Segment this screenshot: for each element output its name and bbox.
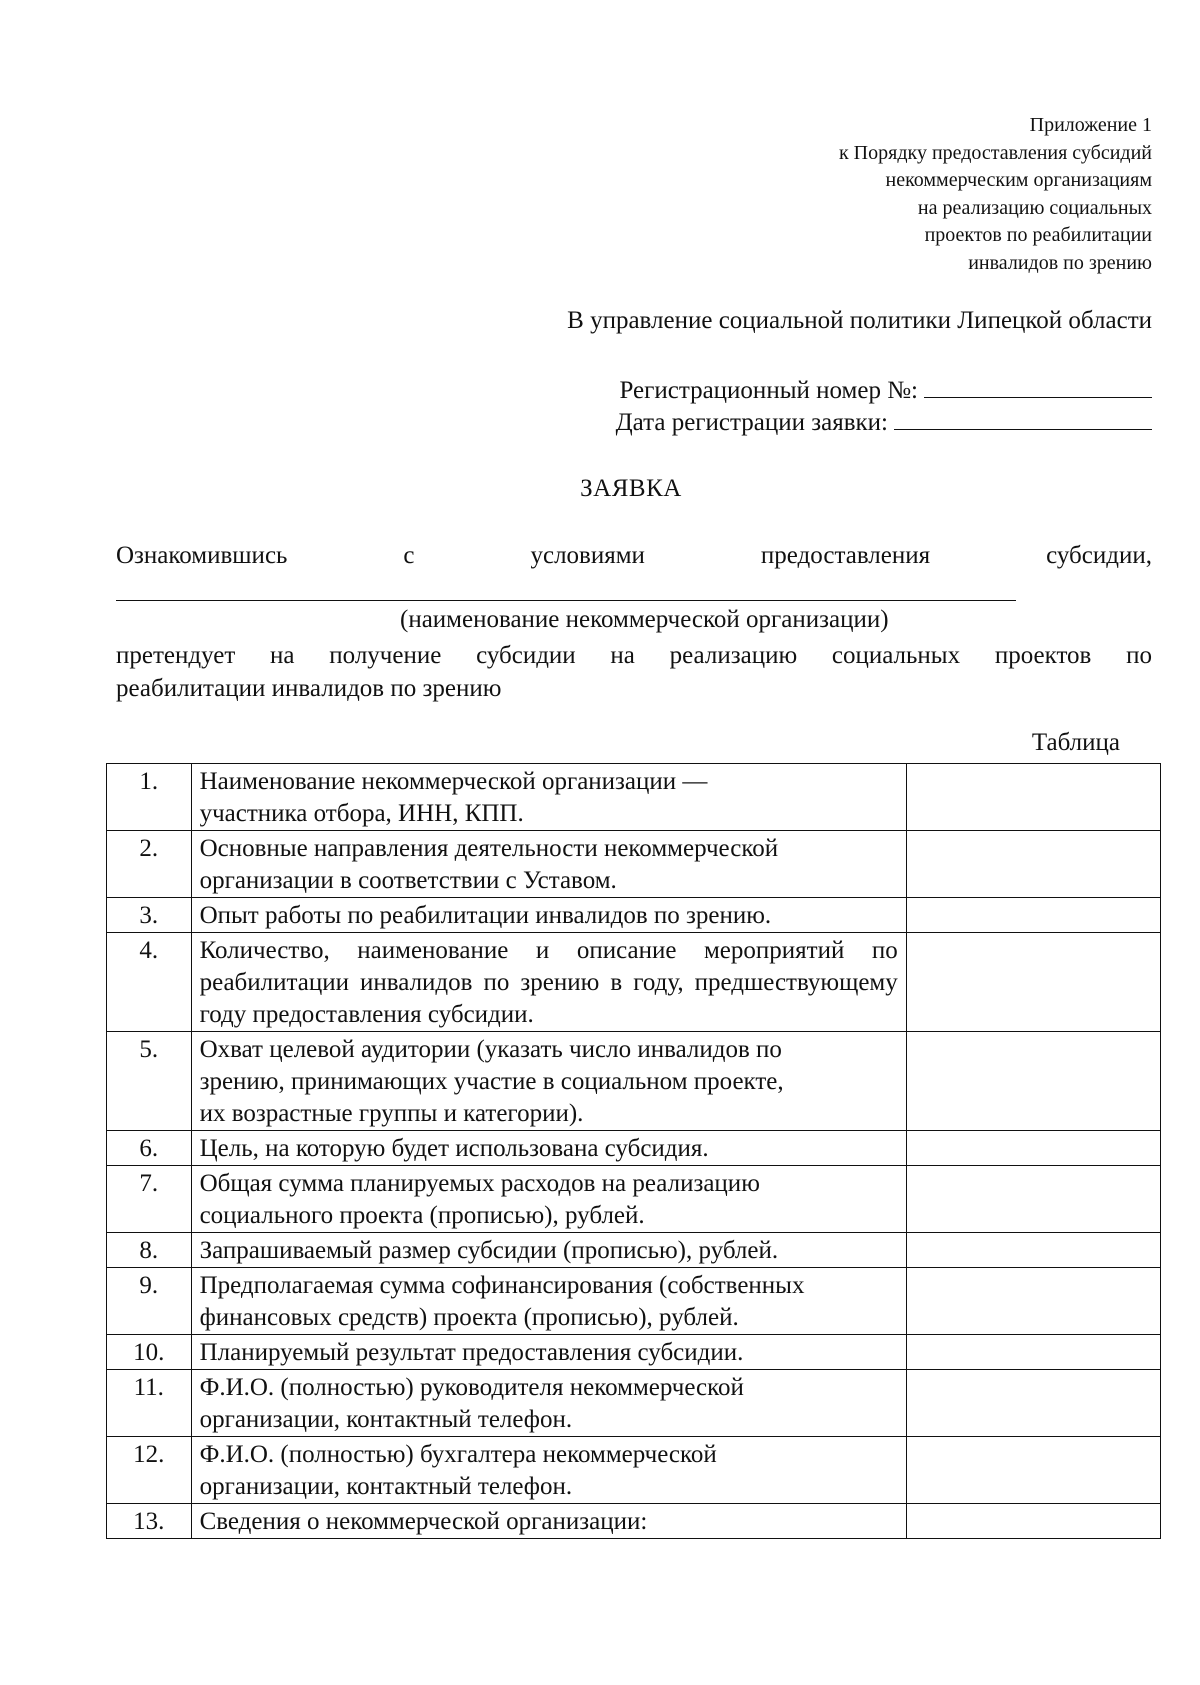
row-description: Основные направления деятельности некоммерческой организации в соответствии с Уставом. (191, 831, 906, 898)
table-row (107, 764, 1161, 831)
row-description: Сведения о некоммерческой организации: (191, 1504, 906, 1539)
intro-line (116, 542, 1152, 570)
row-value-cell (906, 1032, 1160, 1131)
row-value-cell (906, 898, 1160, 933)
registration-date-label: Дата регистрации заявки: (615, 409, 888, 436)
row-value-cell (906, 1437, 1160, 1504)
row-description: Охват целевой аудитории (указать число инвалидов по зрению, принимающих участие в социальном проекте, их возрастные группы и категории). (191, 1032, 906, 1131)
row-description: Цель, на которую будет использована субсидия. (191, 1131, 906, 1166)
appendix-line: проектов по реабилитации (924, 224, 1152, 246)
registration-date-blank (894, 407, 1152, 430)
registration-date-line (616, 407, 1152, 439)
row-value-cell (906, 764, 1160, 831)
row-number: 5. (107, 1032, 192, 1131)
intro-word: условиями (530, 542, 645, 569)
row-value-cell (906, 933, 1160, 1032)
registration-block (616, 375, 1152, 439)
intro-word: Ознакомившись (116, 542, 288, 569)
table-label: Таблица (1031, 729, 1120, 756)
row-description: Запрашиваемый размер субсидии (прописью), рублей. (191, 1233, 906, 1268)
row-number: 10. (107, 1335, 192, 1370)
row-description: Ф.И.О. (полностью) бухгалтера некоммерческой организации, контактный телефон. (191, 1437, 906, 1504)
row-number: 4. (107, 933, 192, 1032)
table-row (107, 898, 1161, 933)
registration-number-blank (924, 375, 1152, 398)
row-value-cell (906, 1504, 1160, 1539)
row-value-cell (906, 1268, 1160, 1335)
row-description: Общая сумма планируемых расходов на реализацию социального проекта (прописью), рублей. (191, 1166, 906, 1233)
table-row (107, 1437, 1161, 1504)
row-value-cell (906, 831, 1160, 898)
row-number: 6. (107, 1131, 192, 1166)
row-value-cell (906, 1233, 1160, 1268)
registration-number-line (616, 375, 1152, 407)
row-description: Опыт работы по реабилитации инвалидов по зрению. (191, 898, 906, 933)
organization-name-blank (116, 600, 1016, 601)
row-number: 7. (107, 1166, 192, 1233)
table-row (107, 1335, 1161, 1370)
intro-word: субсидии, (1046, 542, 1152, 569)
organization-name-caption: (наименование некоммерческой организации) (400, 606, 889, 633)
row-description: Планируемый результат предоставления субсидии. (191, 1335, 906, 1370)
table-row (107, 1032, 1161, 1131)
claim-text-line-2: реабилитации инвалидов по зрению (116, 675, 502, 702)
intro-word: с (403, 542, 415, 569)
registration-number-label: Регистрационный номер №: (619, 377, 918, 404)
row-number: 11. (107, 1370, 192, 1437)
table-row (107, 831, 1161, 898)
appendix-line: на реализацию социальных (917, 196, 1152, 219)
row-number: 13. (107, 1504, 192, 1539)
row-value-cell (906, 1131, 1160, 1166)
table-row (107, 1233, 1161, 1268)
table-row (107, 1131, 1161, 1166)
claim-text-line-1: претендует на получение субсидии на реализацию социальных проектов по (116, 642, 1152, 669)
row-description: Количество, наименование и описание мероприятий по реабилитации инвалидов по зрению в году, предшествующему году предоставления субсидии. (191, 933, 906, 1032)
row-number: 1. (107, 764, 192, 831)
table-row (107, 1504, 1161, 1539)
appendix-line: Приложение 1 (1029, 114, 1152, 136)
row-value-cell (906, 1335, 1160, 1370)
appendix-block (839, 112, 1152, 277)
table-row (107, 1268, 1161, 1335)
addressee: В управление социальной политики Липецкой области (567, 307, 1152, 334)
row-number: 12. (107, 1437, 192, 1504)
row-number: 8. (107, 1233, 192, 1268)
row-number: 3. (107, 898, 192, 933)
document-title: ЗАЯВКА (580, 475, 682, 502)
row-description: Предполагаемая сумма софинансирования (собственных финансовых средств) проекта (прописью), рублей. (191, 1268, 906, 1335)
appendix-line: инвалидов по зрению (968, 251, 1152, 274)
row-value-cell (906, 1370, 1160, 1437)
intro-word: предоставления (760, 542, 931, 569)
appendix-line: к Порядку предоставления субсидий (838, 141, 1152, 164)
table-row (107, 1370, 1161, 1437)
row-number: 9. (107, 1268, 192, 1335)
row-number: 2. (107, 831, 192, 898)
row-description: Наименование некоммерческой организации — участника отбора, ИНН, КПП. (191, 764, 906, 831)
table-row (107, 933, 1161, 1032)
table-row (107, 1166, 1161, 1233)
appendix-line: некоммерческим организациям (885, 169, 1152, 191)
application-table (106, 763, 1161, 1539)
row-description: Ф.И.О. (полностью) руководителя некоммерческой организации, контактный телефон. (191, 1370, 906, 1437)
row-value-cell (906, 1166, 1160, 1233)
